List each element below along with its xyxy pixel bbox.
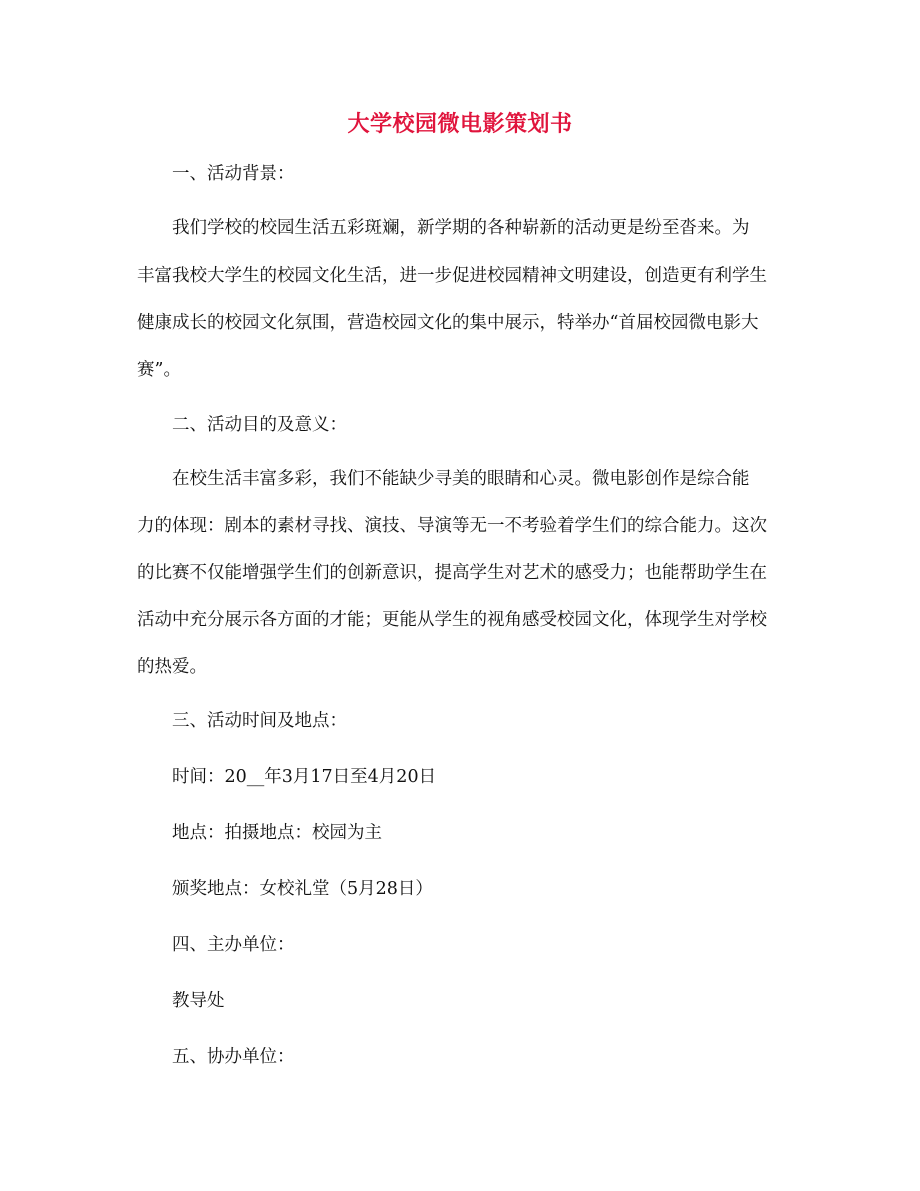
purpose-line-4: 活动中充分展示各方面的才能；更能从学生的视角感受校园文化，体现学生对学校 <box>137 610 767 630</box>
purpose-line-2: 力的体现：剧本的素材寻找、演技、导演等无一不考验着学生们的综合能力。这次 <box>137 516 767 536</box>
purpose-line-1: 在校生活丰富多彩，我们不能缺少寻美的眼睛和心灵。微电影创作是综合能 <box>172 469 750 489</box>
background-line-1: 我们学校的校园生活五彩斑斓，新学期的各种崭新的活动更是纷至沓来。为 <box>172 218 750 238</box>
section-heading-purpose: 二、活动目的及意义： <box>172 415 347 435</box>
document-title: 大学校园微电影策划书 <box>347 111 573 137</box>
section-heading-background: 一、活动背景： <box>172 164 295 184</box>
section-heading-time-place: 三、活动时间及地点： <box>172 711 347 731</box>
award-place-line: 颁奖地点：女校礼堂（5月28日） <box>172 879 433 899</box>
purpose-line-3: 的比赛不仅能增强学生们的创新意识，提高学生对艺术的感受力；也能帮助学生在 <box>137 563 767 583</box>
section-heading-organizer: 四、主办单位： <box>172 935 295 955</box>
time-line: 时间：20__年3月17日至4月20日 <box>172 767 437 787</box>
organizer-line: 教导处 <box>172 991 225 1011</box>
background-line-4: 赛”。 <box>137 360 181 380</box>
background-line-2: 丰富我校大学生的校园文化生活，进一步促进校园精神文明建设，创造更有利学生 <box>137 266 767 286</box>
place-line: 地点：拍摄地点：校园为主 <box>172 823 382 843</box>
background-line-3: 健康成长的校园文化氛围，营造校园文化的集中展示，特举办“首届校园微电影大 <box>137 313 759 333</box>
section-heading-co-organizer: 五、协办单位： <box>172 1047 295 1067</box>
purpose-line-5: 的热爱。 <box>137 657 207 677</box>
